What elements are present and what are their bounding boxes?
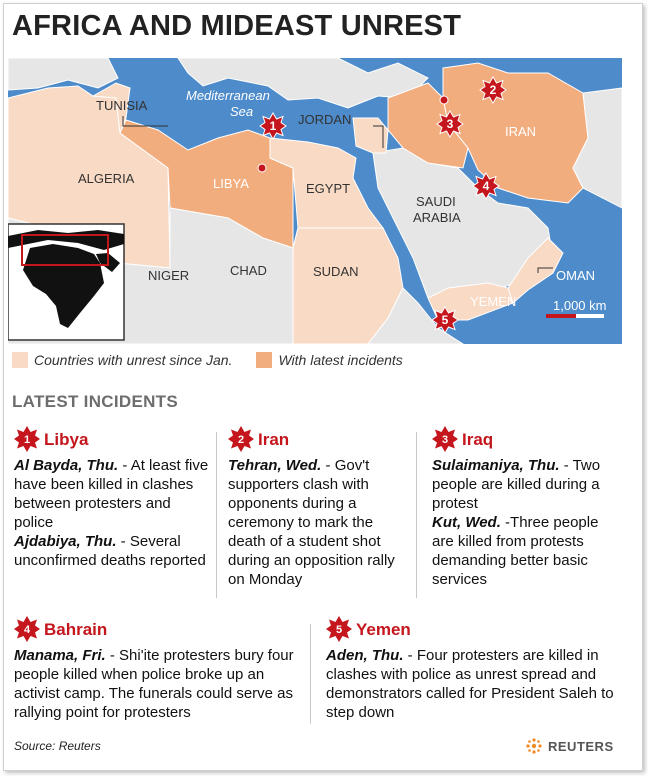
incident-place: Sulaimaniya, Thu. (432, 457, 560, 474)
incident-card-libya (14, 426, 210, 570)
incident-body (14, 456, 210, 570)
incident-card-yemen (326, 616, 618, 722)
label-sudan: SUDAN (313, 264, 359, 279)
legend-swatch-unrest (12, 352, 28, 368)
reuters-wordmark: REUTERS (548, 738, 614, 754)
reuters-dots-icon (524, 736, 544, 756)
svg-text:5: 5 (441, 313, 449, 327)
marker-4 (473, 173, 499, 199)
incident-text: - At least five have been killed in clashes between protesters and police (14, 457, 209, 531)
incident-place: Tehran, Wed. (228, 457, 322, 474)
incident-body (14, 646, 302, 722)
label-saudi-1: SAUDI (416, 194, 456, 209)
marker-1 (260, 113, 286, 139)
map-svg (8, 58, 622, 344)
label-algeria: ALGERIA (78, 171, 135, 186)
svg-text:4: 4 (482, 179, 490, 193)
incident-place: Al Bayda, Thu. (14, 457, 119, 474)
incident-head (14, 616, 302, 642)
map (8, 58, 622, 344)
burst-icon (14, 616, 40, 642)
burst-icon (432, 426, 458, 452)
incident-text: - Shi'ite protesters bury four people killed when police broke up an activist camp. The funerals could serve as rallying point for protesters (14, 647, 294, 721)
label-egypt: EGYPT (306, 181, 351, 196)
page-title: AFRICA AND MIDEAST UNREST (12, 10, 462, 42)
burst-icon (228, 426, 254, 452)
legend (12, 352, 427, 368)
legend-item-unrest (12, 352, 232, 368)
incident-text: - Gov't supporters clash with opponents during a ceremony to mark the death of a student shot during an opposition rally on Monday (228, 457, 395, 588)
label-oman: OMAN (556, 268, 595, 283)
incident-body (432, 456, 622, 589)
incident-head (228, 426, 408, 452)
legend-item-latest (256, 352, 402, 368)
incident-body (228, 456, 408, 589)
svg-text:2: 2 (489, 83, 497, 97)
incident-card-bahrain (14, 616, 302, 722)
incident-text: -Three people are killed from protests demanding better basic services (432, 514, 599, 588)
incident-country: Libya (44, 429, 89, 449)
divider (416, 432, 417, 598)
source-credit: Source: Reuters (14, 739, 101, 753)
incident-card-iran (228, 426, 408, 589)
scale-label: 1,000 km (553, 298, 607, 313)
incident-country: Yemen (356, 619, 411, 639)
marker-2 (480, 77, 506, 103)
incident-text: - Four protesters are killed in clashes with police as unrest spread and demonstrators called for President Saleh to step down (326, 647, 614, 721)
label-jordan: JORDAN (298, 112, 352, 127)
marker-5 (432, 307, 458, 333)
svg-text:2: 2 (237, 434, 245, 446)
city-dot-libya (258, 164, 266, 172)
label-mediterranean: Mediterranean (186, 88, 270, 103)
incident-head (14, 426, 210, 452)
marker-3 (437, 111, 463, 137)
inset-map (8, 224, 124, 340)
scale-bar-red (546, 314, 576, 318)
incident-country: Bahrain (44, 619, 108, 639)
incident-country: Iran (258, 429, 290, 449)
scale-bar-white (576, 314, 604, 318)
incident-body (326, 646, 618, 722)
incident-head (432, 426, 622, 452)
incident-place: Manama, Fri. (14, 647, 106, 664)
label-niger: NIGER (148, 268, 190, 283)
label-tunisia: TUNISIA (96, 98, 148, 113)
legend-label-unrest: Countries with unrest since Jan. (34, 352, 233, 368)
divider (310, 624, 311, 724)
legend-label-latest: With latest incidents (278, 352, 403, 368)
incident-place: Ajdabiya, Thu. (14, 533, 117, 550)
incident-place: Aden, Thu. (326, 647, 404, 664)
section-title: LATEST INCIDENTS (12, 392, 178, 411)
label-libya: LIBYA (213, 176, 249, 191)
label-chad: CHAD (230, 263, 267, 278)
svg-text:3: 3 (441, 434, 449, 446)
label-saudi-2: ARABIA (413, 210, 461, 225)
svg-text:4: 4 (23, 624, 31, 636)
incident-text: - Two people are killed during a protest (432, 457, 601, 512)
label-yemen: YEMEN (470, 294, 517, 309)
svg-text:1: 1 (269, 119, 277, 133)
incident-text: - Several unconfirmed deaths reported (14, 533, 206, 569)
incident-head (326, 616, 618, 642)
svg-text:5: 5 (335, 624, 343, 636)
svg-text:3: 3 (446, 117, 454, 131)
label-iran: IRAN (505, 124, 537, 139)
legend-swatch-latest (256, 352, 272, 368)
svg-text:1: 1 (23, 434, 31, 446)
incident-card-iraq (432, 426, 622, 589)
burst-icon (14, 426, 40, 452)
label-sea: Sea (230, 104, 254, 119)
incident-place: Kut, Wed. (432, 514, 501, 531)
divider (216, 432, 217, 598)
incident-country: Iraq (462, 429, 494, 449)
reuters-logo (524, 736, 614, 756)
city-dot-iraq (440, 96, 448, 104)
burst-icon (326, 616, 352, 642)
